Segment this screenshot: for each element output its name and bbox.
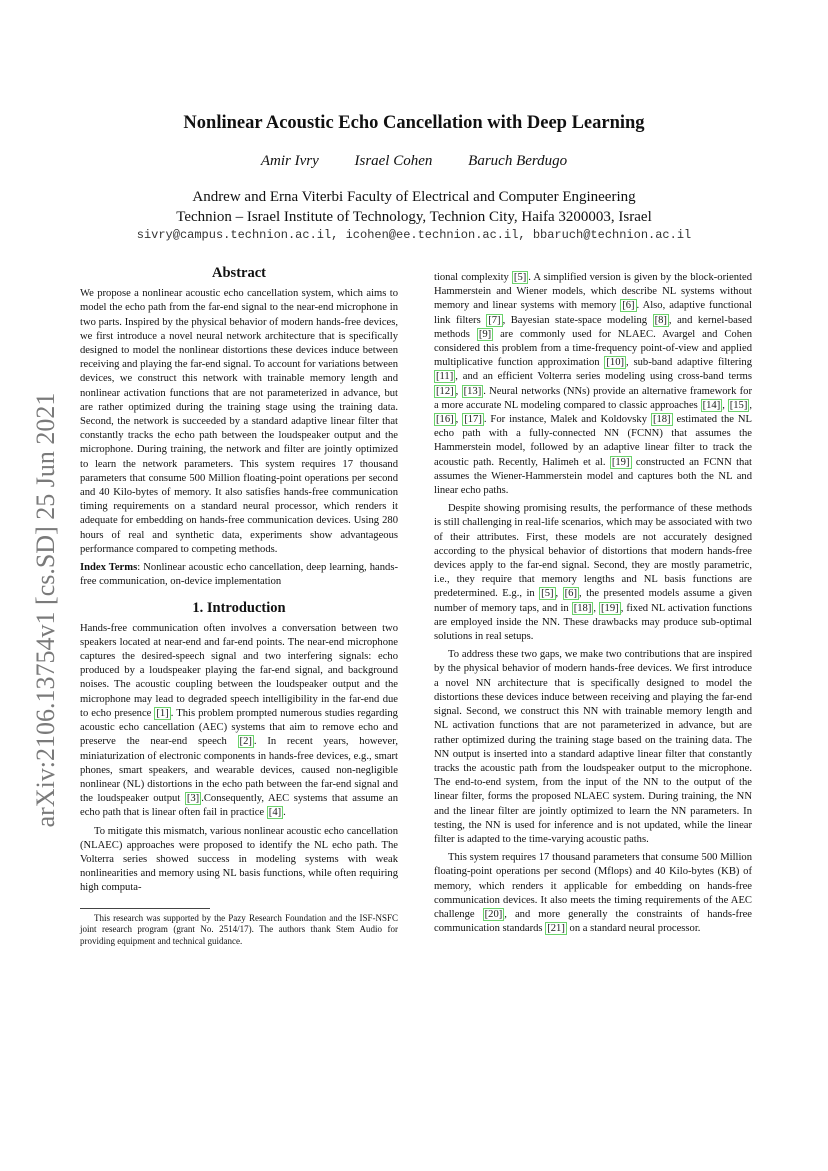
index-terms-text: : Nonlinear acoustic echo cancellation, deep learning, hands-free communication, on-device implementation — [80, 562, 398, 588]
text-run: , — [455, 385, 462, 397]
text-run: tional complexity — [434, 272, 512, 283]
text-run: .Consequently, AEC systems that assume an echo path that is linear often fail in practice — [80, 793, 398, 819]
citation-link[interactable]: [16] — [436, 414, 454, 426]
body-paragraph — [434, 851, 752, 936]
citation-link[interactable]: [11] — [436, 371, 454, 383]
author-name: Baruch Berdugo — [468, 153, 568, 169]
author-name: Amir Ivry — [260, 153, 319, 169]
author-list — [0, 153, 828, 170]
citation-link[interactable]: [15] — [729, 399, 748, 411]
text-run: Hands-free communication often involves a conversation between two speakers located at near-end and far-end points. The near-end microphone captures the desired-speech signal and two interfering signals: echo produced by a loudspeaker playing the far-end signal, and background noises. The acoustic coupling between the loudspeaker output and the microphone may lead to degraded speech intelligibility in the far-end due to echo presence — [80, 622, 398, 719]
text-run: . This problem prompted numerous studies regarding acoustic echo cancellation (AEC) systems that aim to remove echo and preserve the near-end speech — [80, 707, 398, 748]
intro-paragraph: To mitigate this mismatch, various nonlinear acoustic echo cancellation (NLAEC) approaches were proposed to identify the NL echo path. The Volterra series showed success in modeling systems with weak nonlinearities and memory using NL basis functions, while often requiring high computa- — [80, 825, 398, 894]
paper-title: Nonlinear Acoustic Echo Cancellation with Deep Learning — [183, 113, 645, 133]
text-run: , — [455, 414, 463, 426]
text-run: , fixed NL activation functions are employed inside the NN. These drawbacks may produce sub-optimal solutions in real setups. — [434, 602, 753, 643]
text-run: constructed an FCNN that assumes the Wiener-Hammerstein model and captures both the NL and linear echo paths. — [434, 456, 752, 497]
author-emails: sivry@campus.technion.ac.il, icohen@ee.technion.ac.il, bbaruch@technion.ac.il — [136, 228, 692, 242]
citation-link[interactable]: [4] — [268, 807, 282, 819]
right-column — [434, 271, 752, 936]
citation-link[interactable]: [6] — [564, 588, 578, 600]
body-paragraph: To address these two gaps, we make two contributions that are inspired by the physical behavior of modern hands-free devices. We first introduce a novel NN architecture that is specifically designed to model the distortions these devices induce between receiving and playing the far-end signal. Second, we construct this NN with trainable memory length and NL activation functions that are not parameterized in advance, but are rather optimized during the training stage based on the training data. The NN output is inserted into a standard adaptive linear filter that constantly tracks the acoustic path from the loudspeaker output to the microphone. The end-to-end system, from the input of the NN to the output of the linear filter, forms the proposed NLAEC system. During training, the NN and the linear filter are jointly optimized to learn the NN parameters. In testing, the NN is used for inference and is not updated, while the linear filter is adapted to the time-varying acoustic paths. — [434, 649, 752, 845]
citation-link[interactable]: [19] — [611, 456, 630, 468]
footnote: This research was supported by the Pazy Research Foundation and the ISF-NSFC joint research program (grant No. 2514/17). The authors thank Stem Audio for providing equipment and technical guidance. — [80, 912, 398, 946]
text-run: . For instance, Malek and Koldovsky — [483, 414, 651, 426]
citation-link[interactable]: [12] — [436, 385, 454, 397]
text-run: are commonly used for NLAEC. Avargel and Cohen considered this problem from a time-frequency point-of-view and applied multiplicative function approximation — [434, 328, 752, 369]
author-name: Israel Cohen — [354, 153, 433, 169]
text-run: . Neural networks (NNs) provide an alternative framework for a more accurate NL modeling compared to classic approaches — [434, 385, 752, 411]
citation-link[interactable]: [2] — [239, 736, 252, 748]
intro-paragraph — [80, 622, 398, 821]
citation-link[interactable]: [17] — [464, 414, 482, 426]
citation-link[interactable]: [18] — [652, 414, 671, 426]
index-terms-label: Index Terms — [80, 562, 138, 574]
text-run: , sub-band adaptive filtering — [626, 357, 752, 369]
text-run: , and an efficient Volterra series modeling using cross-band terms — [455, 371, 752, 383]
affiliation-line: Technion – Israel Institute of Technology, Technion City, Haifa 3200003, Israel — [176, 209, 652, 225]
introduction-heading: 1. Introduction — [192, 600, 286, 617]
citation-link[interactable]: [14] — [702, 399, 721, 411]
text-run: . A simplified version is given by the block-oriented Hammerstein and Wiener models, which describe NL systems without memory and linear systems with memory — [434, 272, 752, 312]
text-run: . Also, adaptive functional link filters — [434, 300, 752, 326]
citation-link[interactable]: [3] — [186, 793, 200, 805]
text-run: , — [555, 588, 563, 600]
text-run: estimated the NL echo path with a fully-connected NN (FCNN) that assumes the Hammerstein model, followed by an adaptive linear filter to track the acoustic path. Recently, Halimeh et al. — [434, 414, 752, 468]
text-run: , and kernel-based methods — [434, 314, 752, 340]
citation-link[interactable]: [19] — [601, 602, 619, 614]
abstract-heading: Abstract — [212, 265, 266, 281]
footnote-divider — [80, 908, 210, 909]
citation-link[interactable]: [7] — [488, 314, 501, 326]
citation-link[interactable]: [10] — [606, 357, 625, 369]
abstract-text: We propose a nonlinear acoustic echo cancellation system, which aims to model the echo path from the far-end signal to the near-end microphone in two parts. Inspired by the physical behavior of modern hands-free devices, we first introduce a novel neural network architecture that is specifically designed to model the nonlinear distortions these devices induce between receiving and playing the far-end signal. To account for variations between devices, we construct this network with trainable memory length and nonlinear activation functions that are not parameterized in advance, but are rather optimized during the training stage using the training data. Second, the network is succeeded by a standard adaptive linear filter that constantly tracks the echo path between the loudspeaker output and the microphone. During training, the network and filter are jointly optimized to learn the network parameters. This system requires 17 thousand parameters that consume 500 Million floating-point operations per second and 40 Kilo-bytes of memory. It also satisfies hands-free communication timing requirements on a standard neural processor, which renders it adequate for embedding on hands-free communication devices. Using 280 hours of real and synthetic data, experiments show advantageous performance compared to competing methods. — [80, 288, 398, 555]
citation-link[interactable]: [20] — [484, 908, 503, 920]
text-run: , — [749, 399, 753, 411]
text-run: on a standard neural processor. — [566, 923, 701, 935]
text-run: . — [283, 807, 286, 819]
text-run: , — [593, 602, 600, 614]
body-paragraph — [434, 502, 752, 644]
affiliation-line: Andrew and Erna Viterbi Faculty of Electrical and Computer Engineering — [192, 189, 636, 205]
citation-link[interactable]: [13] — [463, 385, 482, 397]
affiliation — [0, 187, 828, 227]
text-run: , the presented models assume a given number of memory taps, and in — [434, 588, 752, 614]
text-run: This system requires 17 thousand parameters that consume 500 Million floating-point operations per second (Mflops) and 40 Kilo-bytes (KB) of memory, which renders it applicable for embedding on hands-free communication devices. It also meets the timing requirements of the AEC challenge — [434, 852, 752, 920]
index-terms — [80, 561, 398, 589]
citation-link[interactable]: [1] — [156, 707, 169, 719]
text-run: , and more generally the constraints of hands-free communication standards — [434, 908, 753, 935]
citation-link[interactable]: [18] — [573, 602, 592, 614]
body-paragraph — [434, 271, 752, 498]
left-column — [80, 266, 398, 947]
citation-link[interactable]: [6] — [622, 300, 635, 312]
citation-link[interactable]: [21] — [547, 923, 565, 935]
citation-link[interactable]: [5] — [513, 272, 527, 283]
arxiv-stamp: arXiv:2106.13754v1 [cs.SD] 25 Jun 2021 — [31, 392, 60, 828]
citation-link[interactable]: [8] — [654, 314, 667, 326]
citation-link[interactable]: [9] — [478, 328, 492, 340]
text-run: Despite showing promising results, the performance of these methods is still challenging in real-life scenarios, which may be associated with two of their attributes. First, these models are not accurately designed according to the physical behavior of distortions that modern hands-free devices apply to the far-end signal. Second, they are mostly parametric, i.e., they require that memory lengths and NL basis functions are predetermined. E.g., in — [434, 503, 752, 600]
text-run: , Bayesian state-space modeling — [502, 314, 653, 326]
text-run: , — [722, 399, 728, 411]
citation-link[interactable]: [5] — [541, 588, 554, 600]
text-run: . In recent years, however, miniaturization of electronic components in hands-free devices, e.g., smart phones, smart speakers, and wearable devices, caused non-negligible nonlinear (NL) distortions in the echo path between the far-end signal and the loudspeaker output — [80, 736, 399, 805]
